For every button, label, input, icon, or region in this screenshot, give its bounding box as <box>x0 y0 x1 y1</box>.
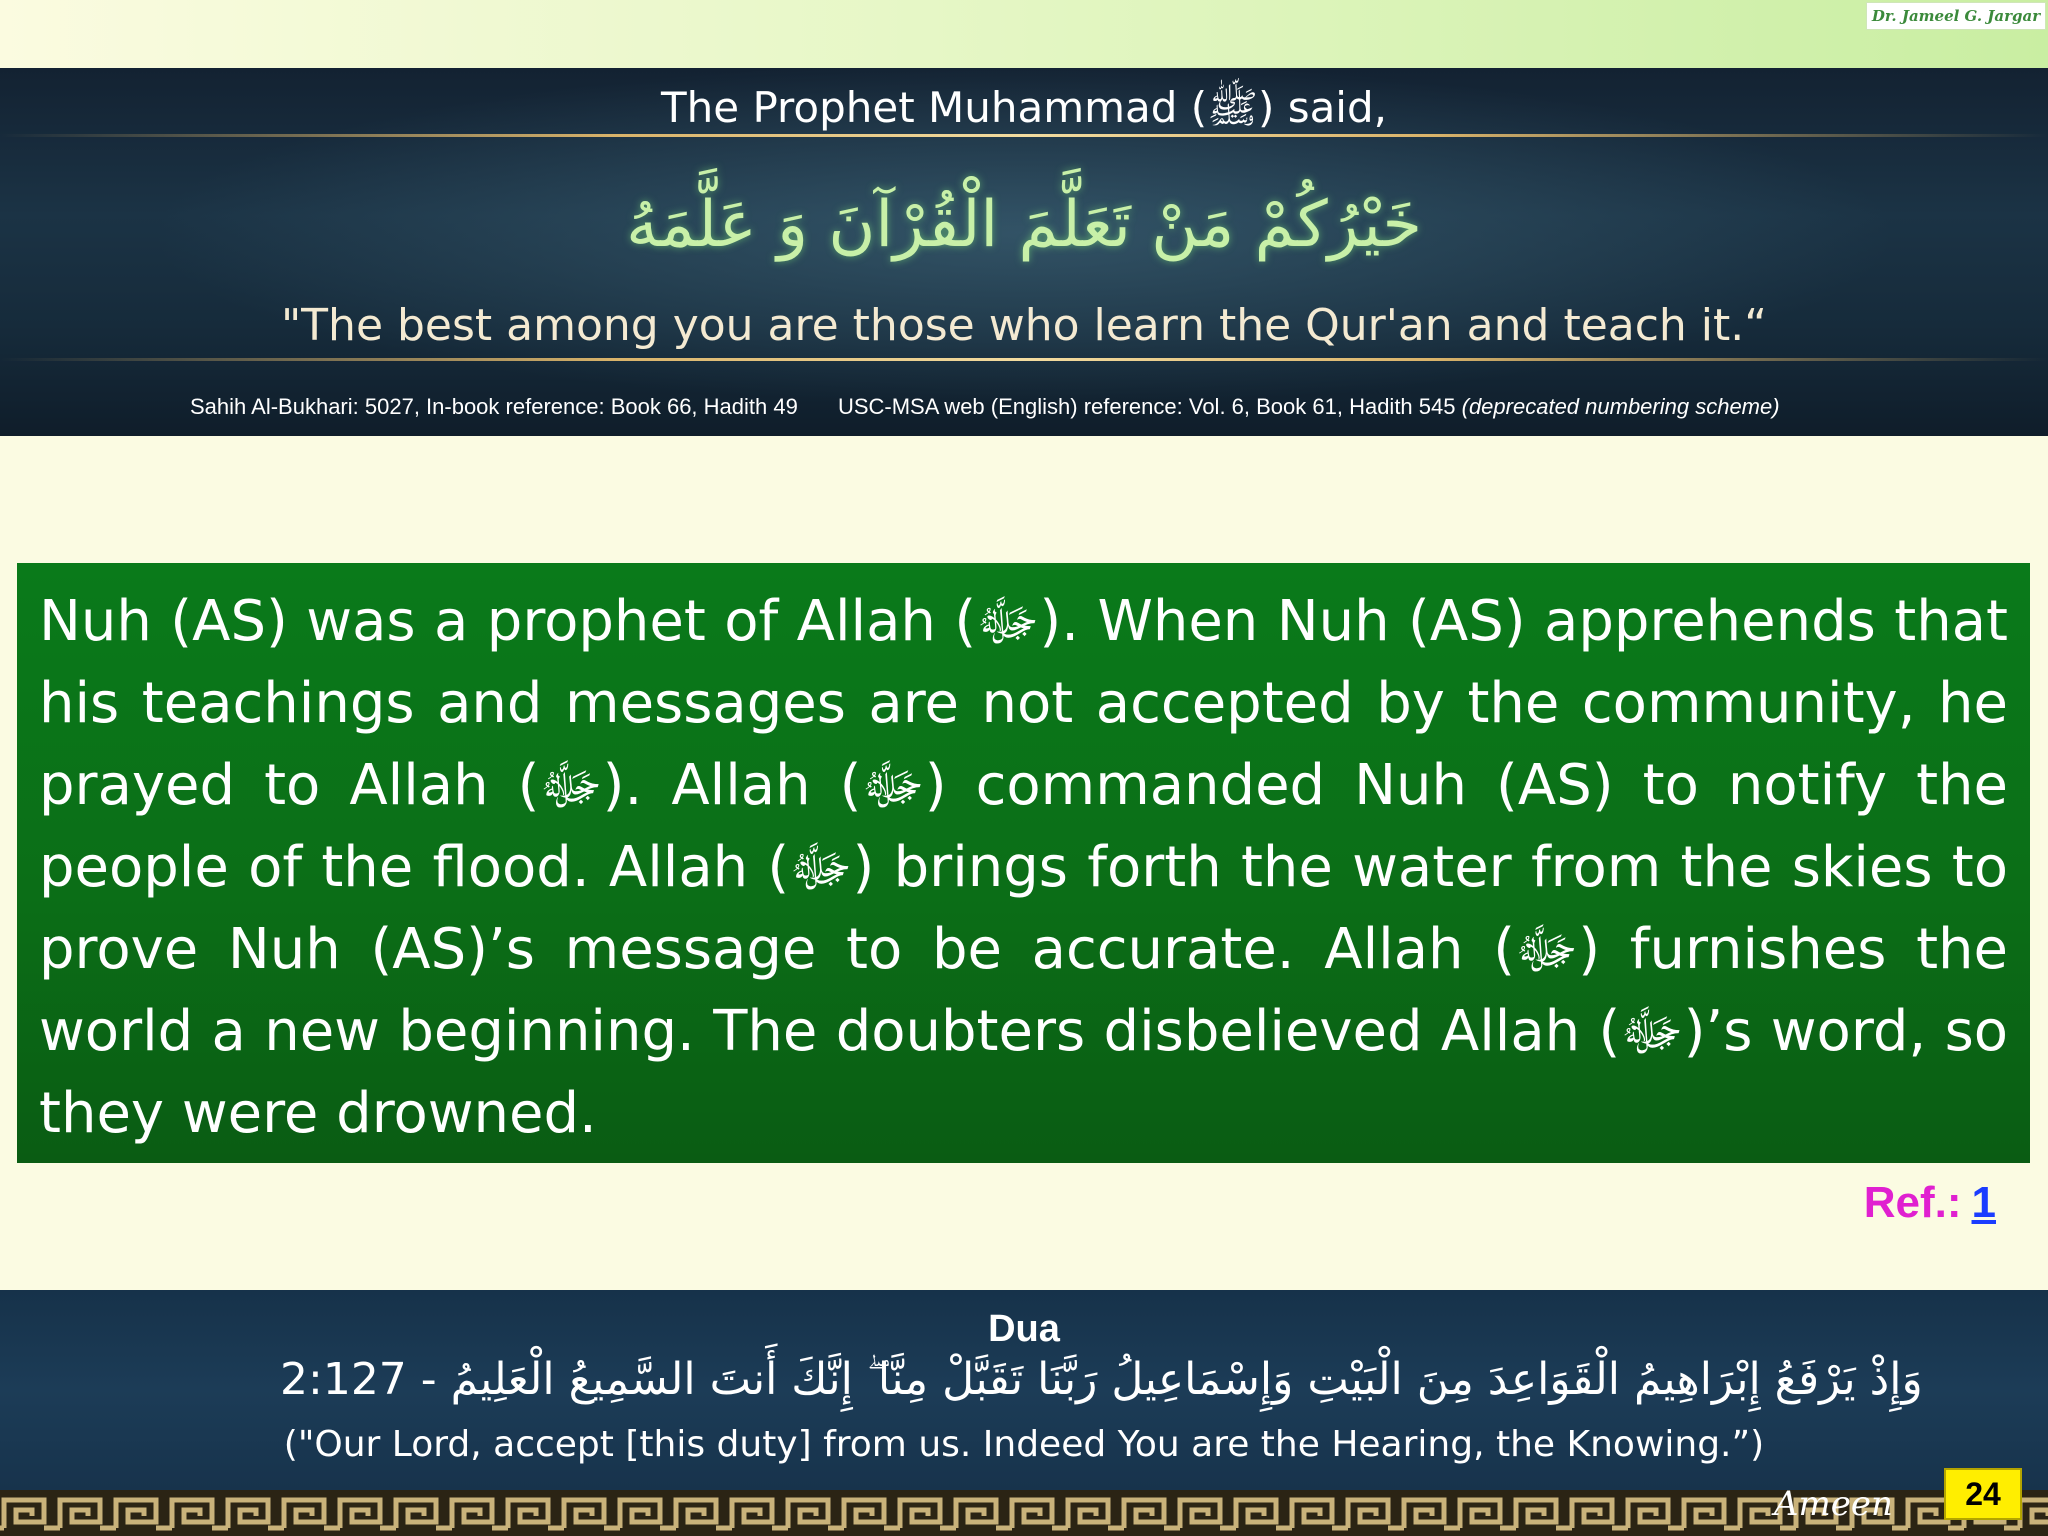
reference-link[interactable]: 1 <box>1971 1178 1996 1227</box>
reference-line <box>1864 1178 1996 1228</box>
gold-divider-bottom <box>0 358 2048 361</box>
story-box <box>17 563 2030 1163</box>
story-text: Nuh (AS) was a prophet of Allah (ﷻ). When Nuh (AS) apprehends that his teachings and messages are not accepted by the community, he prayed to Allah (ﷻ). Allah (ﷻ) commanded Nuh (AS) to notify the people of the flood. Allah (ﷻ) brings forth the water from the skies to prove Nuh (AS)’s message to be accurate. Allah (ﷻ) furnishes the world a new beginning. The doubters disbelieved Allah (ﷻ)’s word, so they were drowned. <box>39 589 2008 1146</box>
hadith-reference-usc: USC-MSA web (English) reference: Vol. 6, Book 61, Hadith 545 <box>837 394 1456 419</box>
page-number-badge: 24 <box>1944 1468 2022 1520</box>
hadith-intro: The Prophet Muhammad (ﷺ) said, <box>660 83 1387 132</box>
dua-title: Dua <box>988 1308 1060 1350</box>
hadith-reference-note: (deprecated numbering scheme) <box>1461 394 1780 419</box>
reference-label: Ref.: <box>1863 1178 1962 1227</box>
dua-arabic-text: وَإِذْ يَرْفَعُ إِبْرَاهِيمُ الْقَوَاعِدَ مِنَ الْبَيْتِ وَإِسْمَاعِيلُ رَبَّنَا تَقَبَّلْ مِنَّا ۖ إِنَّكَ أَنتَ السَّمِيعُ الْعَلِيمُ - 2:127 <box>280 1354 1923 1405</box>
dua-translation: ("Our Lord, accept [this duty] from us. Indeed You are the Hearing, the Knowing.”) <box>283 1424 1765 1465</box>
ameen-text: Ameen <box>1774 1484 1893 1524</box>
hadith-reference <box>190 394 1890 420</box>
hadith-reference-bukhari: Sahih Al-Bukhari: 5027, In-book reference: Book 66, Hadith 49 <box>190 394 798 419</box>
hadith-translation: "The best among you are those who learn the Qur'an and teach it.“ <box>280 300 1768 351</box>
hadith-banner <box>0 68 2048 436</box>
greek-key-pattern <box>0 1490 2048 1536</box>
top-strip <box>0 0 2048 68</box>
author-signature: Dr. Jameel G. Jargar <box>1866 2 2046 30</box>
greek-key-border <box>0 1490 2048 1536</box>
dua-panel <box>0 1290 2048 1490</box>
hadith-arabic-text: خَيْرُكُمْ مَنْ تَعَلَّمَ الْقُرْآنَ وَ عَلَّمَهُ <box>626 188 1422 262</box>
